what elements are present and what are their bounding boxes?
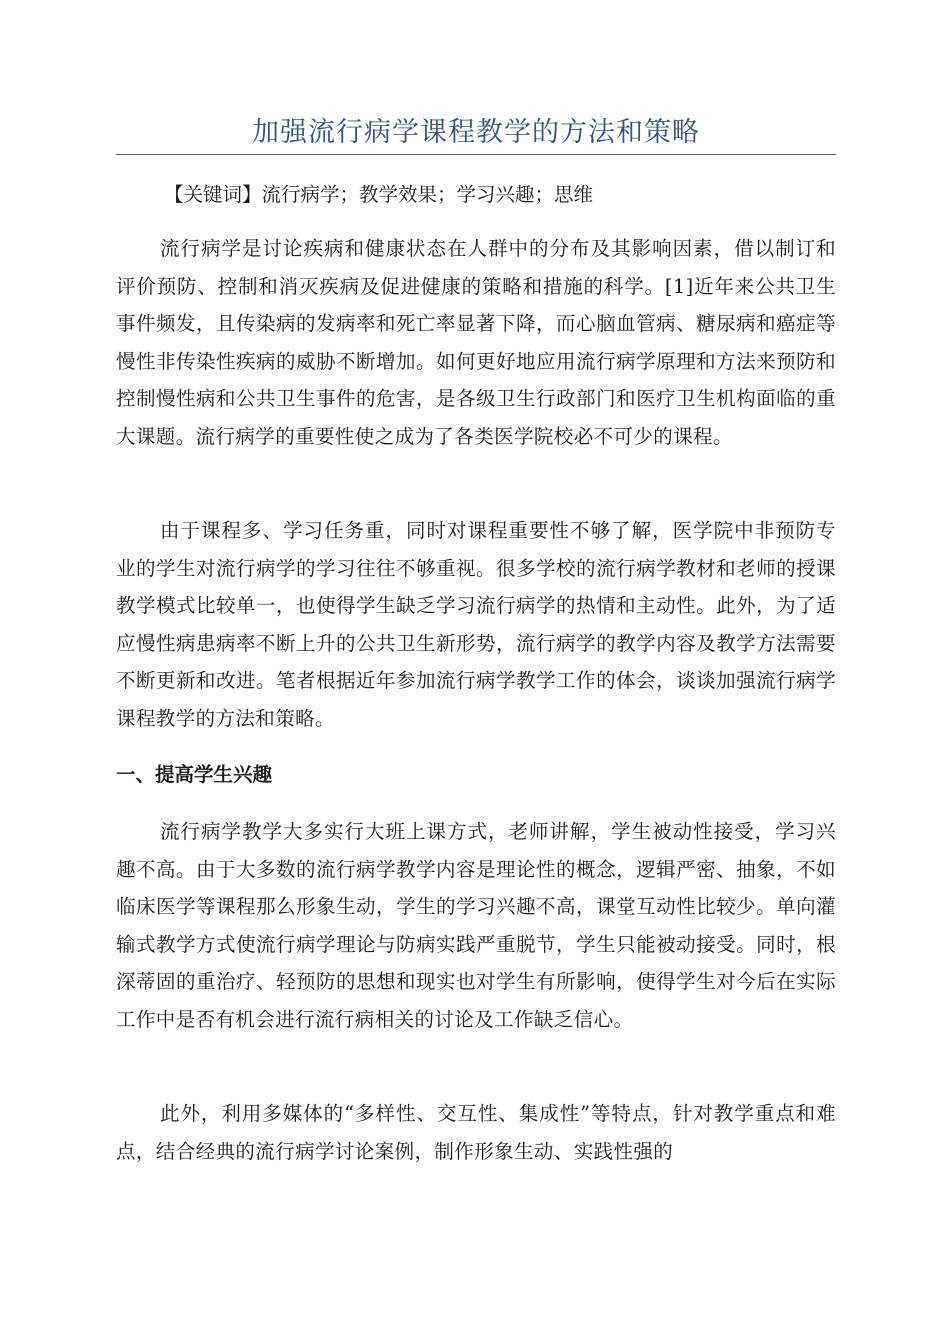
- title-underline: [116, 154, 836, 155]
- intro-paragraph-2: 由于课程多、学习任务重，同时对课程重要性不够了解，医学院中非预防专业的学生对流行病学的学习往往不够重视。很多学校的流行病学教材和老师的授课教学模式比较单一，也使得学生缺乏学习流行病学的热情和主动性。此外，为了适应慢性病患病率不断上升的公共卫生新形势，流行病学的教学内容及教学方法需要不断更新和改进。笔者根据近年参加流行病学教学工作的体会，谈谈加强流行病学课程教学的方法和策略。: [116, 519, 836, 730]
- section-heading: 一、提高学生兴趣: [116, 763, 273, 786]
- document-title: 加强流行病学课程教学的方法和策略: [252, 117, 700, 148]
- section-paragraph-1: 流行病学教学大多实行大班上课方式，老师讲解，学生被动性接受，学习兴趣不高。由于大多数的流行病学教学内容是理论性的概念，逻辑严密、抽象，不如临床医学等课程那么形象生动，学生的学习兴趣不高，课堂互动性比较少。单向灌输式教学方式使流行病学理论与防病实践严重脱节，学生只能被动接受。同时，根深蒂固的重治疗、轻预防的思想和现实也对学生有所影响，使得学生对今后在实际工作中是否有机会进行流行病相关的讨论及工作缺乏信心。: [116, 820, 836, 1031]
- keywords-line: 【关键词】流行病学；教学效果；学习兴趣；思维: [164, 183, 594, 206]
- section-paragraph-2: 此外，利用多媒体的“多样性、交互性、集成性”等特点，针对教学重点和难点，结合经典的流行病学讨论案例，制作形象生动、实践性强的: [116, 1102, 836, 1163]
- intro-paragraph-1: 流行病学是讨论疾病和健康状态在人群中的分布及其影响因素，借以制订和评价预防、控制和消灭疾病及促进健康的策略和措施的科学。[1]近年来公共卫生事件频发，且传染病的发病率和死亡率显著下降，而心脑血管病、糖尿病和癌症等慢性非传染性疾病的威胁不断增加。如何更好地应用流行病学原理和方法来预防和控制慢性病和公共卫生事件的危害，是各级卫生行政部门和医疗卫生机构面临的重大课题。流行病学的重要性使之成为了各类医学院校必不可少的课程。: [116, 237, 836, 448]
